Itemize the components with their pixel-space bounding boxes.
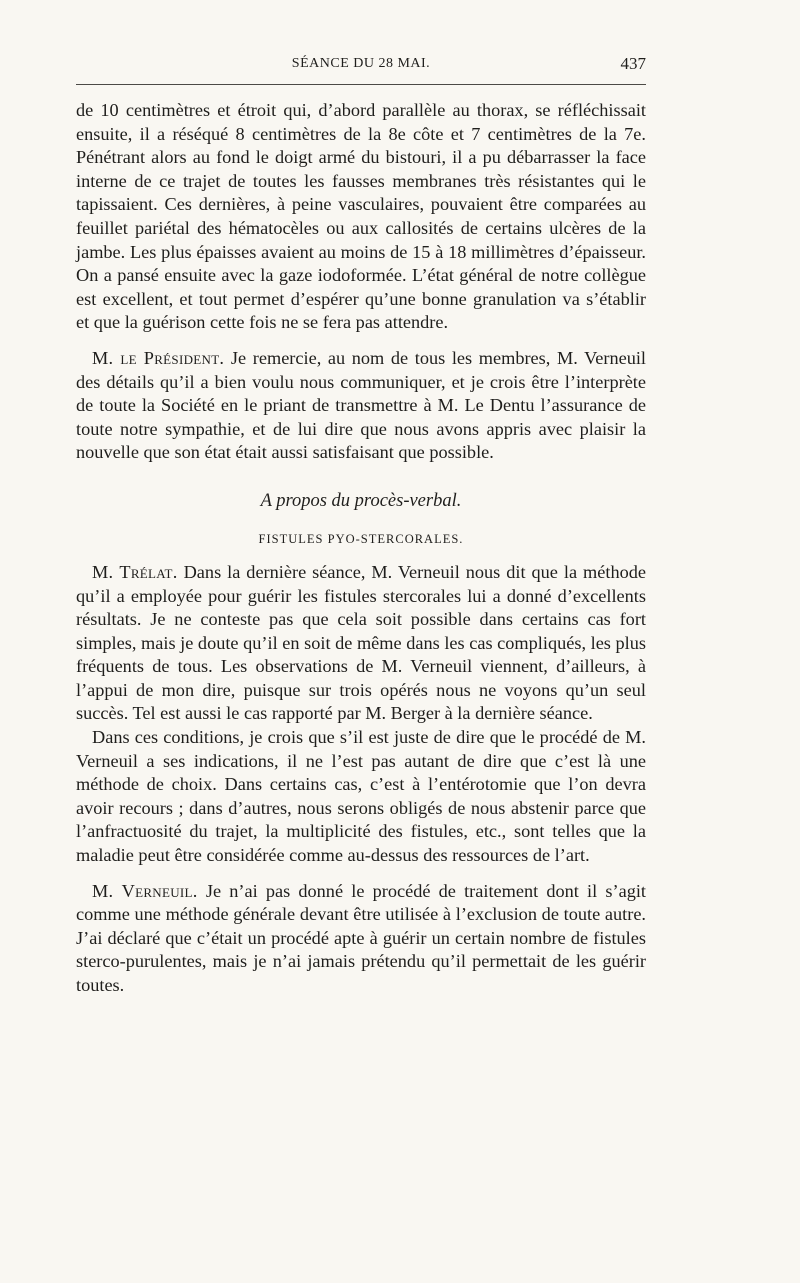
header-rule [76,84,646,85]
running-head [76,52,646,82]
paragraph-continuation: de 10 centimètres et étroit qui, d’abord parallèle au thorax, se réfléchissait ensuite, il a réséqué 8 centimètres de la 8e côte et 7 centimètres de la 7e. Pénétrant alors au fond le doigt armé du bistouri, il a pu débarrasser la face interne de ce trajet de toutes les fausses membranes très résistantes qui le tapissaient. Ces dernières, à peine vasculaires, pouvaient être comparées au feuillet pariétal des hématocèles ou aux callosités de certains ulcères de la jambe. Les plus épaisses avaient au moins de 15 à 18 millimètres d’épaisseur. On a pansé ensuite avec la gaze iodoformée. L’état général de notre collègue est excellent, et tout permet d’espérer qu’une bonne granulation va s’établir et que la guérison cette fois ne se fera pas attendre. [76,100,646,333]
president-text: Je remercie, au nom de tous les membres, M. Verneuil des détails qu’il a bien voulu nous communiquer, et je crois être l’interprète de toute la Société en le priant de transmettre à M. Le Dentu l’assurance de toute notre sympathie, et de lui dire que nous avons appris avec plaisir la nouvelle que son état était aussi satisfaisant que possible. [76,347,646,463]
paragraph-verneuil [76,880,646,998]
page-number: 437 [620,54,646,73]
paragraph-conditions: Dans ces conditions, je crois que s’il est juste de dire que le procédé de M. Verneuil a ses indications, il ne l’est pas autant de dire que c’est là une méthode de choix. Dans certains cas, c’est à l’entérotomie que l’on devra avoir recours ; dans d’autres, nous serons obligés de nous abstenir parce que l’anfractuosité du trajet, la multiplicité des fistules, etc., sont telles que la maladie peut être considérée comme au-dessus des ressources de l’art. [76,727,646,866]
paragraph-trelat [76,561,646,726]
speaker-trelat: M. Trélat. [92,561,178,582]
section-subheading: FISTULES PYO-STERCORALES. [258,531,464,546]
running-title: SÉANCE DU 28 MAI. [291,56,431,71]
book-page [76,52,646,998]
verneuil-text: Je n’ai pas donné le procédé de traitement dont il s’agit comme une méthode générale devant être utilisée à l’exclusion de toute autre. J’ai déclaré que c’était un procédé apte à guérir un certain nombre de fistules sterco-purulentes, mais je n’ai jamais prétendu qu’il permettait de les guérir toutes. [76,880,646,995]
section-heading: A propos du procès-verbal. [260,490,462,511]
speaker-verneuil: M. Verneuil. [92,880,198,901]
trelat-text: Dans la dernière séance, M. Verneuil nous dit que la méthode qu’il a employée pour guérir les fistules stercorales lui a donné d’excellents résultats. Je ne conteste pas que cela soit possible dans certains cas fort simples, mais je doute qu’il en soit de même dans les cas compliqués, les plus fréquents de tous. Les observations de M. Verneuil viennent, d’ailleurs, à l’appui de mon dire, puisque sur trois opérés nous ne voyons qu’un seul succès. Tel est aussi le cas rapporté par M. Berger à la dernière séance. [76,561,646,724]
speaker-president: M. le Président. [92,347,225,368]
paragraph-president [76,347,646,465]
